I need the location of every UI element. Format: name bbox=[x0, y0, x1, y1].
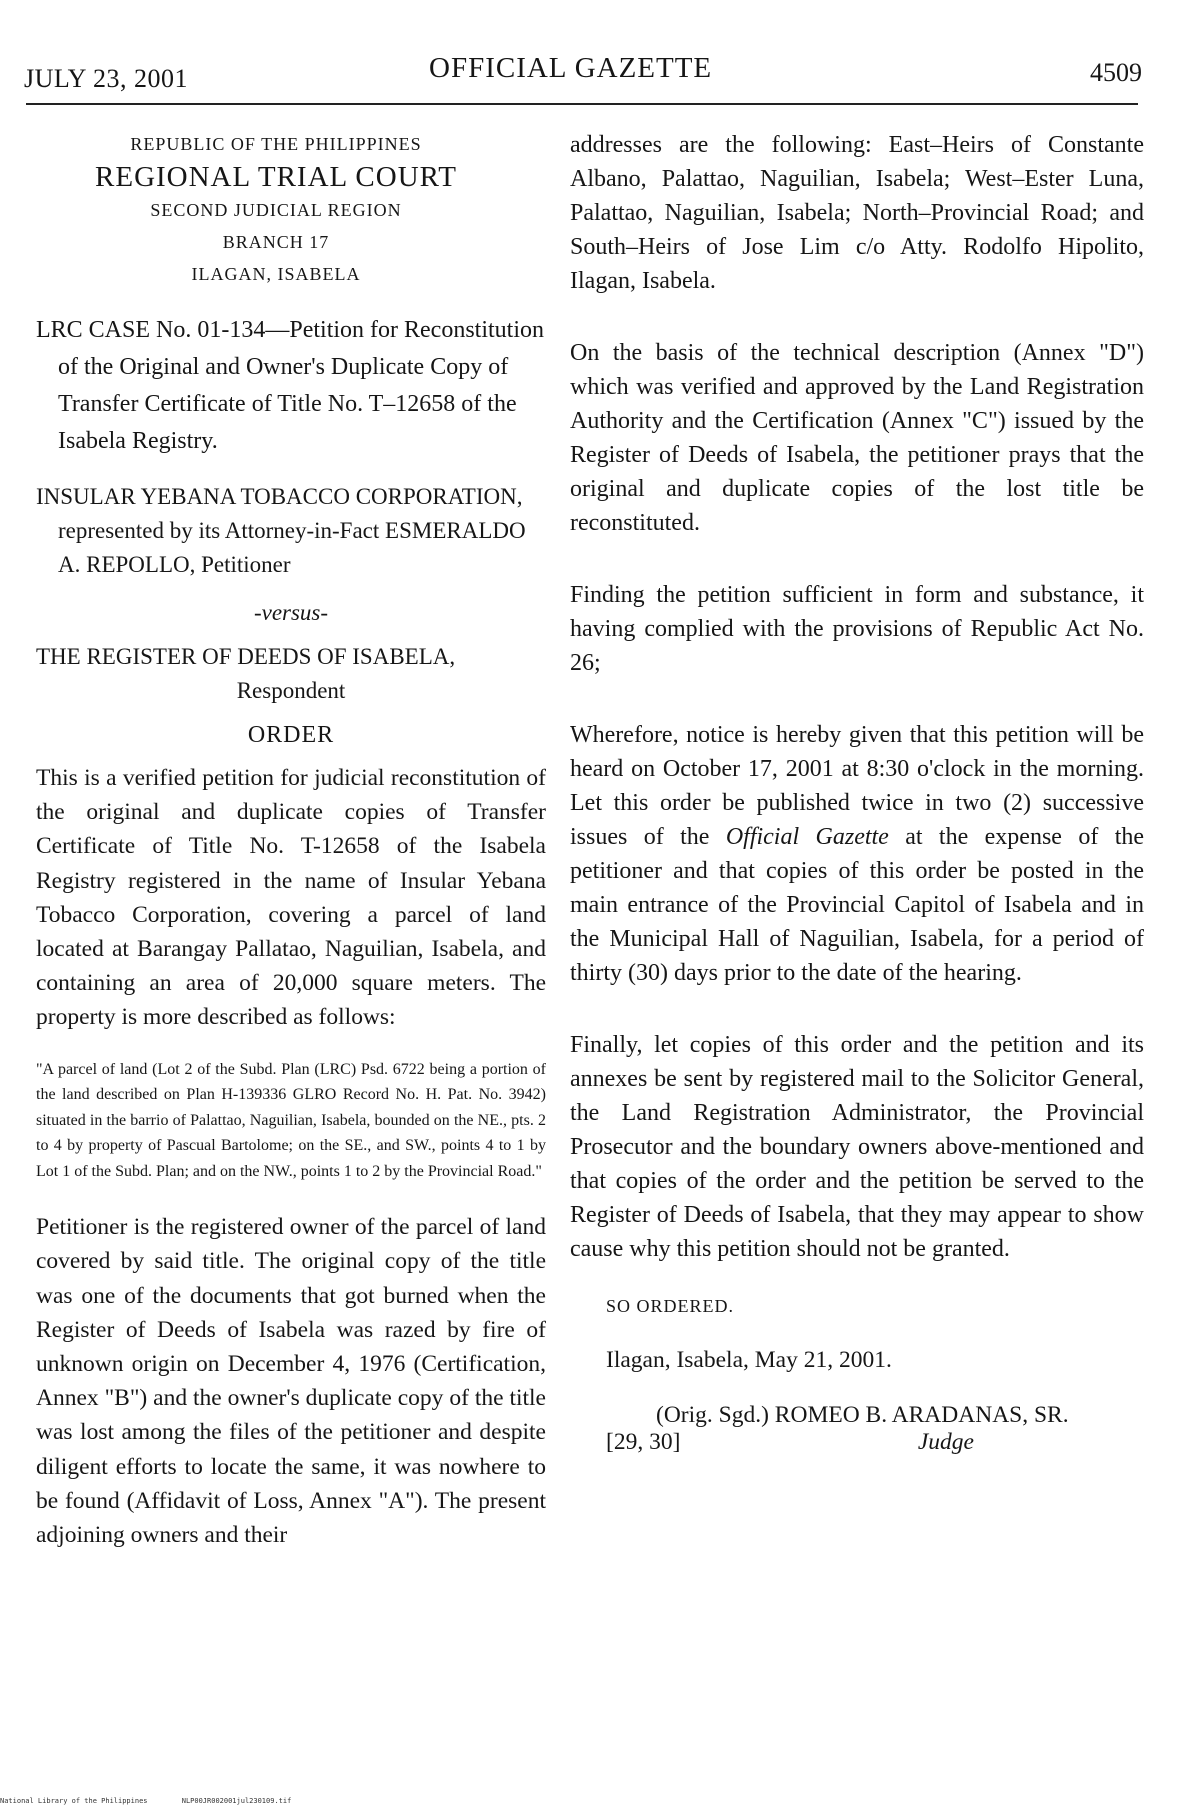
respondent-role: Respondent bbox=[236, 678, 346, 703]
file-name: NLP00JR002001jul230109.tif bbox=[181, 1797, 292, 1805]
left-column bbox=[36, 128, 546, 1552]
publication-title: OFFICIAL GAZETTE bbox=[429, 52, 713, 84]
property-description-quote: "A parcel of land (Lot 2 of the Subd. Plan (LRC) Psd. 6722 being a portion of the land described on Plan H-139336 GLRO Record No. H. Pat. No. 3942) situated in the barrio of Palattao, Naguilian, Isabela, bounded on the NE., pts. 2 to 4 by property of Pascual Bartolome; on the SE., and SW., points 4 to 1 by Lot 1 of the Subd. Plan; and on the NW., points 1 to 2 by the Provincial Road." bbox=[36, 1060, 546, 1180]
paragraph-technical-basis: On the basis of the technical description (Annex "D") which was verified and approved by the Land Registration Authority and the Certification (Annex "C") issued by the Register of Deeds of Isabela, the petitioner prays that the original and duplicate copies of the lost title be reconstituted. bbox=[570, 340, 1144, 536]
so-ordered: SO ORDERED. bbox=[606, 1296, 735, 1316]
paragraph-wherefore bbox=[570, 718, 1144, 990]
signature-footer bbox=[570, 1429, 1144, 1456]
paragraph-petition: This is a verified petition for judicial reconstitution of the original and duplicate copies of Transfer Certificate of Title No. T-12658 of the Isabela Registry registered in the name of Insular Yebana Tobacco Corporation, covering a parcel of land located at Barangay Pallatao, Naguilian, Isabela, and containing an area of 20,000 square meters. The property is more described as follows: bbox=[36, 765, 546, 1031]
paragraph-finding: Finding the petition sufficient in form and substance, it having complied with the provisions of Republic Act No. 26; bbox=[570, 582, 1144, 676]
paragraph-adjoining-owners: addresses are the following: East–Heirs of Constante Albano, Palattao, Naguilian, Isabela; West–Ester Luna, Palattao, Naguilian, Isabela; North–Provincial Road; and South–Heirs of Jose Lim c/o Atty. Rodolfo Hipolito, Ilagan, Isabela. bbox=[570, 132, 1144, 294]
page-header bbox=[24, 50, 1142, 98]
scan-footer bbox=[0, 1797, 321, 1805]
wherefore-text-b: at the expense of the petitioner and that copies of this order be posted in the main entrance of the Provincial Capitol of Isabela and in the Municipal Hall of Naguilian, Isabela, for a period of thirty (30) days prior to the date of the hearing. bbox=[570, 824, 1145, 986]
represented-by: represented by its Attorney-in-Fact bbox=[58, 518, 380, 543]
attorney-name: ESMERALDO A. REPOLLO, bbox=[58, 518, 526, 577]
court-name: REGIONAL TRIAL COURT bbox=[95, 161, 457, 193]
signature-line: (Orig. Sgd.) ROMEO B. ARADANAS, SR. bbox=[656, 1402, 1069, 1428]
paragraph-ownership: Petitioner is the registered owner of the parcel of land covered by said title. The original copy of the title was one of the documents that got burned when the Register of Deeds of Isabela was razed by fire of unknown origin on December 4, 1976 (Certification, Annex "B") and the owner's duplicate copy of the title was lost among the files of the petitioner and despite diligent efforts to locate the same, it was nowhere to be found (Affidavit of Loss, Annex "A"). The present adjoining owners and their bbox=[36, 1214, 546, 1548]
republic-line: REPUBLIC OF THE PHILIPPINES bbox=[130, 134, 422, 154]
case-label: LRC CASE bbox=[36, 317, 151, 343]
publication-issues: [29, 30] bbox=[606, 1429, 681, 1455]
court-location: ILAGAN, ISABELA bbox=[191, 264, 361, 284]
paragraph-finally: Finally, let copies of this order and the petition and its annexes be sent by registered mail to the Solicitor General, the Land Registration Administrator, the Provincial Prosecutor and the boundary owners above-mentioned and that copies of the order and the petition be served to the Register of Deeds of Isabela, that they may appear to show cause why this petition should not be granted. bbox=[570, 1032, 1144, 1262]
petitioner-role: Petitioner bbox=[201, 552, 291, 577]
respondent-name: THE REGISTER OF DEEDS OF ISABELA, bbox=[36, 644, 456, 669]
case-text: No. 01-134—Petition for Reconstitution of the Original and Owner's Duplicate Copy of Transfer Certificate of Title No. T–12658 of the Isabela Registry. bbox=[58, 317, 545, 454]
right-column bbox=[570, 128, 1144, 1456]
library-credit: National Library of the Philippines bbox=[0, 1797, 148, 1805]
issue-date: JULY 23, 2001 bbox=[24, 64, 188, 93]
page-number: 4509 bbox=[1090, 58, 1142, 87]
judicial-region: SECOND JUDICIAL REGION bbox=[150, 200, 402, 220]
header-rule bbox=[26, 103, 1138, 105]
gazette-title: Official Gazette bbox=[725, 824, 889, 850]
judge-title: Judge bbox=[917, 1429, 974, 1455]
court-heading bbox=[6, 128, 546, 290]
place-date: Ilagan, Isabela, May 21, 2001. bbox=[606, 1347, 892, 1373]
order-heading: ORDER bbox=[247, 722, 335, 748]
wherefore-text-a: Wherefore, notice is hereby given that this petition will be heard on October 17, 2001 at 8:30 o'clock in the morning. Let this order be published twice in two (2) successive issues of the bbox=[570, 722, 1144, 850]
case-caption bbox=[36, 312, 546, 460]
versus: -versus- bbox=[253, 600, 329, 625]
petitioner-name: INSULAR YEBANA TOBACCO CORPORATION, bbox=[36, 484, 523, 509]
petitioner-block bbox=[36, 480, 546, 582]
branch: BRANCH 17 bbox=[222, 232, 330, 252]
